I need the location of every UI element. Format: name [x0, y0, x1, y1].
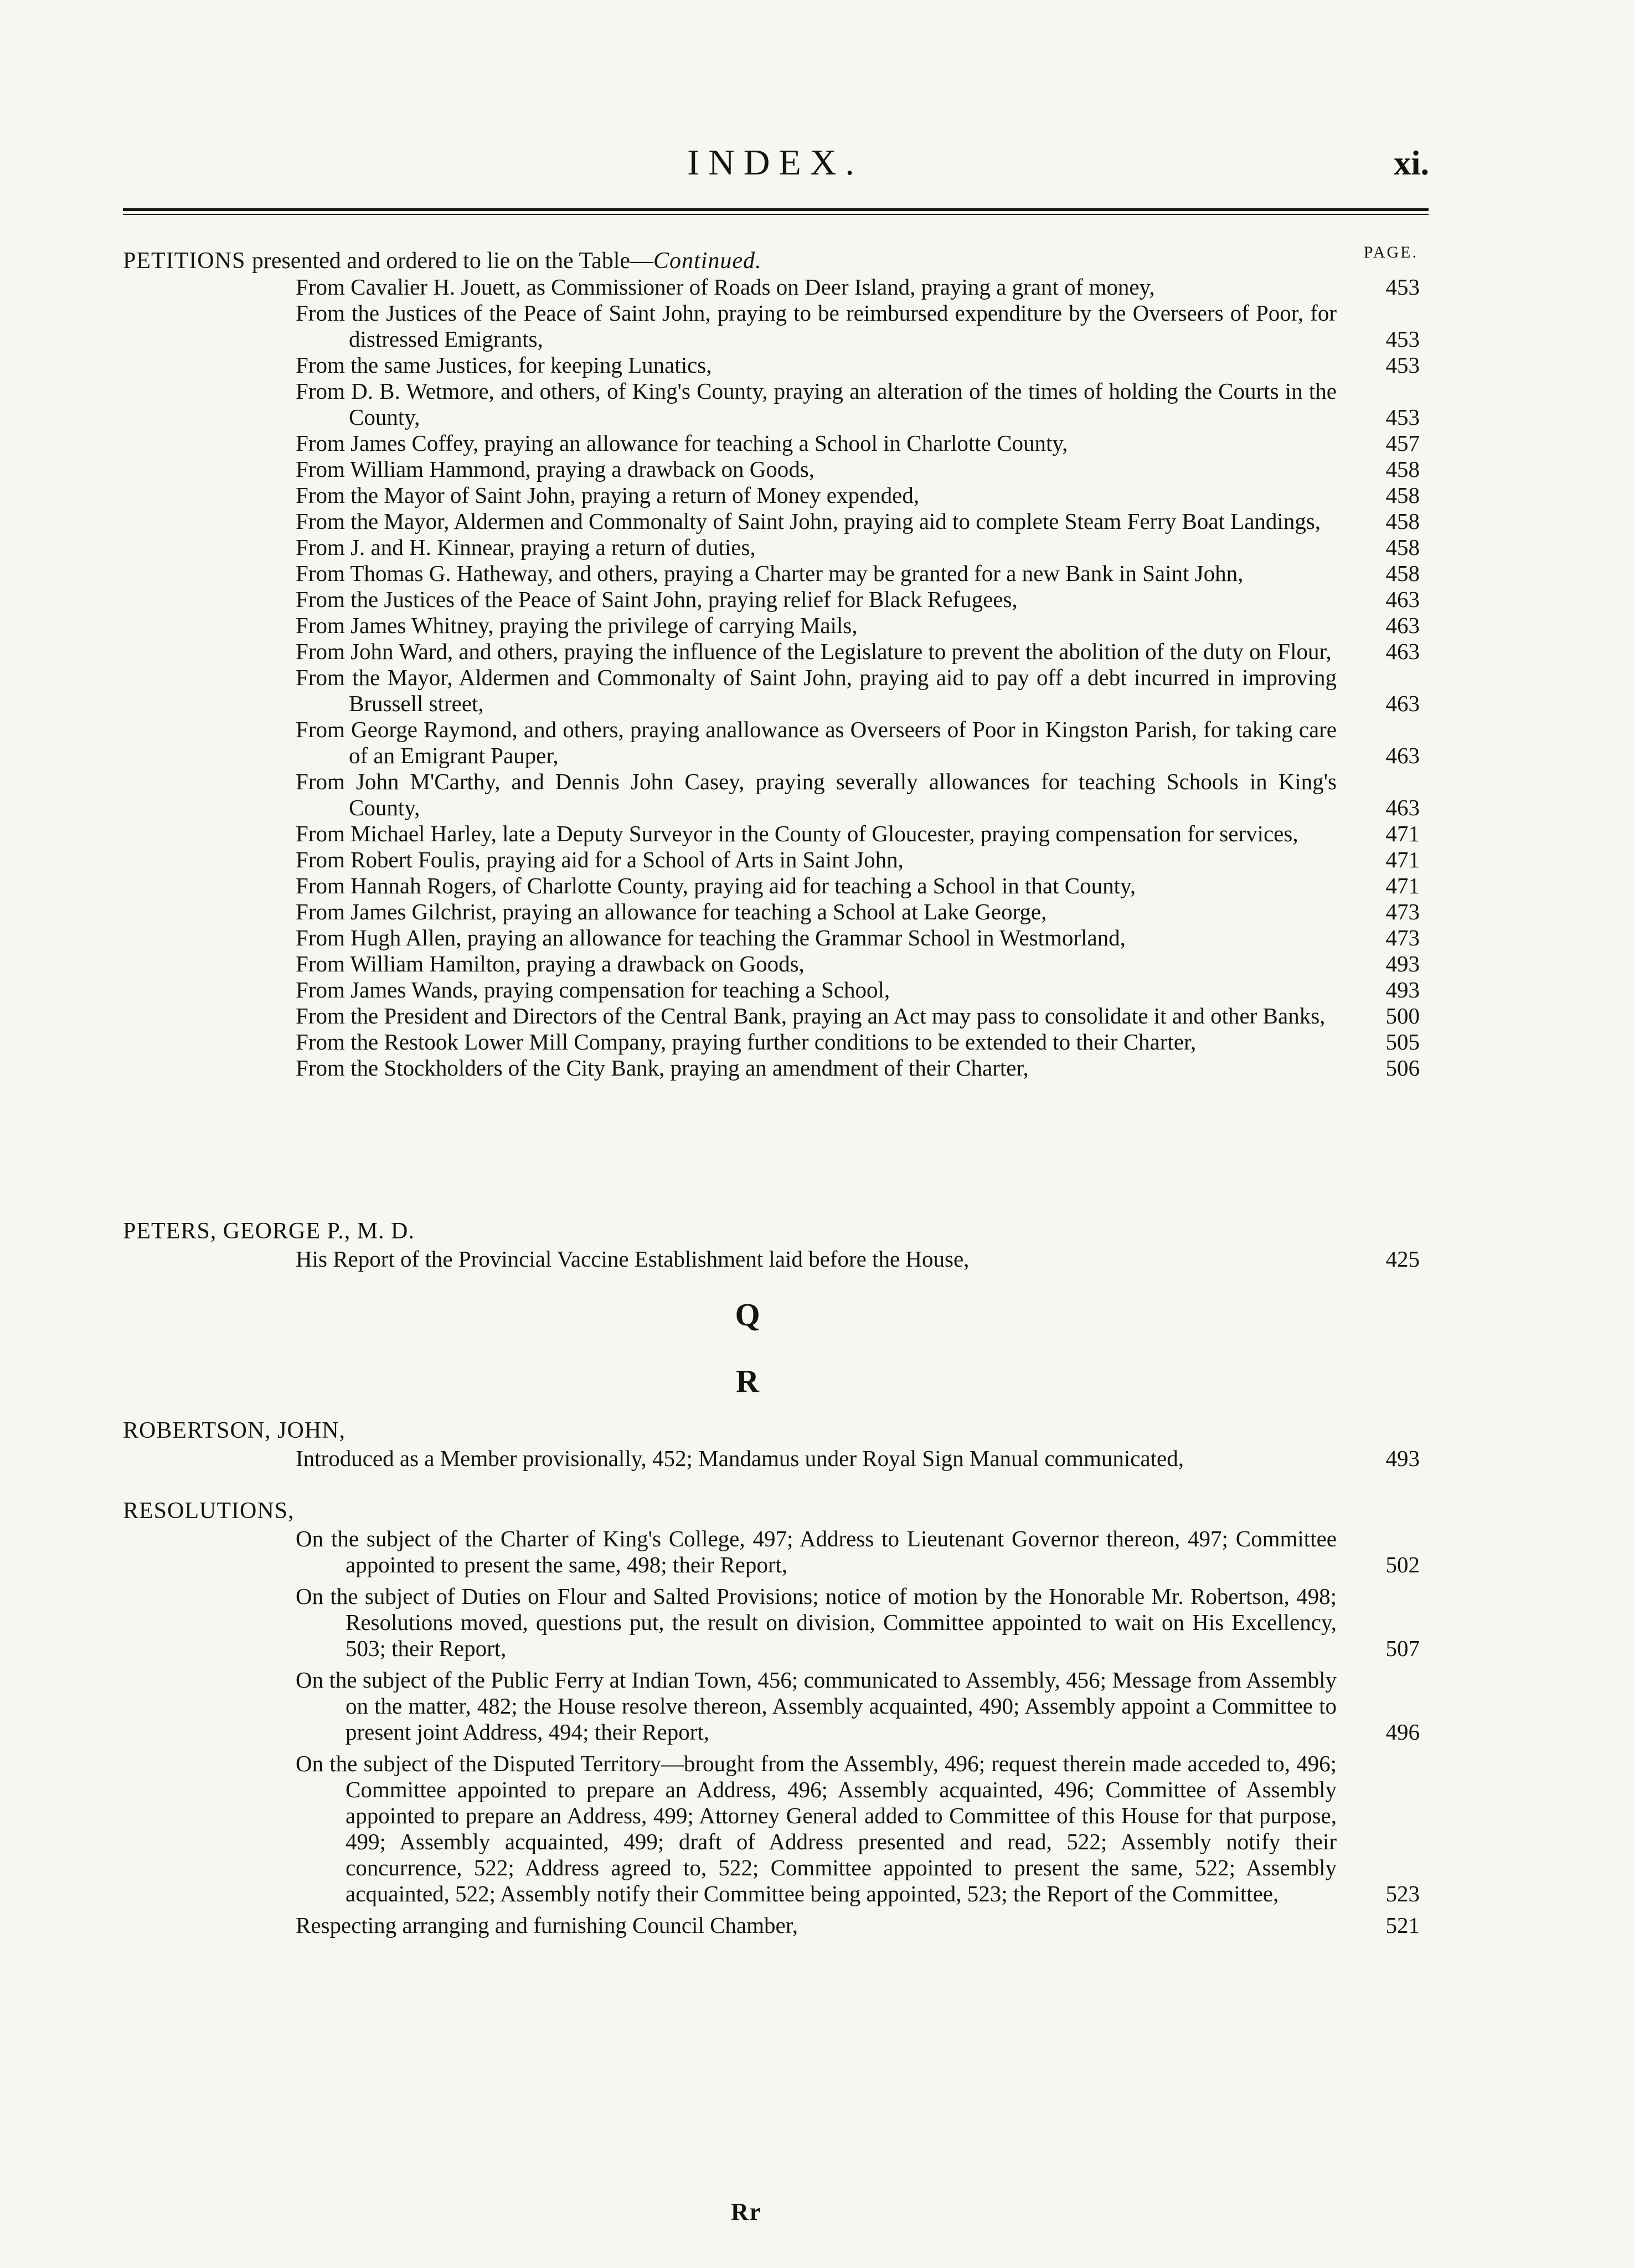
page-ref: 496: [1385, 1719, 1420, 1745]
page-ref: 463: [1385, 691, 1420, 716]
entry-text: From Michael Harley, late a Deputy Surveyor in the County of Gloucester, praying compensation for services,: [296, 821, 1298, 846]
entry-text: From the Justices of the Peace of Saint John, praying to be reimbursed expenditure by the Overseers of Poor, for distressed Emigrants,: [296, 300, 1337, 352]
page-ref: 505: [1385, 1029, 1420, 1055]
page-ref: 463: [1385, 795, 1420, 820]
page-ref: 506: [1385, 1055, 1420, 1081]
entry-text: From John M'Carthy, and Dennis John Casey, praying severally allowances for teaching Schools in King's County,: [296, 769, 1337, 820]
page-ref: 500: [1385, 1003, 1420, 1028]
page-ref: 493: [1385, 951, 1420, 976]
index-entry: [296, 1029, 1420, 1055]
petitions-heading: [123, 248, 762, 274]
index-entry: [296, 508, 1420, 534]
index-entry: [296, 639, 1420, 665]
index-entry: [296, 1667, 1420, 1745]
page-ref: 453: [1385, 274, 1420, 300]
resolutions-heading: RESOLUTIONS,: [123, 1498, 295, 1524]
page-ref: 458: [1385, 508, 1420, 534]
robertson-entries: [296, 1446, 1420, 1472]
page-ref: 473: [1385, 899, 1420, 924]
page-ref: 458: [1385, 456, 1420, 482]
page-ref: 458: [1385, 560, 1420, 586]
index-entry: [296, 769, 1420, 821]
page-ref: 507: [1385, 1636, 1420, 1661]
page-ref: 458: [1385, 482, 1420, 508]
index-entry: [296, 977, 1420, 1003]
entry-text: From George Raymond, and others, praying anallowance as Overseers of Poor in Kingston Parish, for taking care of an Emigrant Pauper,: [296, 717, 1337, 768]
entry-text: From James Whitney, praying the privilege of carrying Mails,: [296, 613, 858, 638]
petitions-entries: [296, 274, 1420, 1081]
index-entry: [296, 587, 1420, 613]
entry-text: From the Mayor of Saint John, praying a return of Money expended,: [296, 482, 920, 508]
heading-term: PETITIONS: [123, 248, 246, 274]
running-title: INDEX.: [687, 142, 863, 183]
page-ref: 463: [1385, 639, 1420, 664]
page-ref: 523: [1385, 1881, 1420, 1906]
entry-text: On the subject of the Disputed Territory—brought from the Assembly, 496; request therein made acceded to, 496; Committee appointed to prepare an Address, 496; Assembly acquainted, 496; Committee of Assembly appointed to prepare an Address, 499; Attorney General added to Committee of this House for that purpose, 499; Assembly acquainted, 499; draft of Address presented and read, 522; Assembly notify their concurrence, 522; Address agreed to, 522; Committee appointed to present the same, 522; Assembly acquainted, 522; Assembly notify their Committee being appointed, 523; the Report of the Committee,: [296, 1751, 1337, 1906]
page-ref: 493: [1385, 977, 1420, 1002]
page-ref: 458: [1385, 534, 1420, 560]
page-ref: 463: [1385, 587, 1420, 612]
page-ref: 521: [1385, 1912, 1420, 1938]
entry-text: From the Mayor, Aldermen and Commonalty of Saint John, praying aid to complete Steam Ferry Boat Landings,: [296, 508, 1321, 534]
entry-text: From the same Justices, for keeping Lunatics,: [296, 352, 712, 378]
entry-text: Respecting arranging and furnishing Council Chamber,: [296, 1912, 798, 1938]
entry-text: On the subject of Duties on Flour and Salted Provisions; notice of motion by the Honorable Mr. Robertson, 498; Resolutions moved, questions put, the result on division, Committee appointed to wait on His Excellency, 503; their Report,: [296, 1583, 1337, 1661]
section-letter-r: R: [736, 1363, 759, 1399]
entry-text: His Report of the Provincial Vaccine Establishment laid before the House,: [296, 1246, 970, 1272]
entry-text: From Cavalier H. Jouett, as Commissioner of Roads on Deer Island, praying a grant of money,: [296, 274, 1155, 300]
entry-text: From the Justices of the Peace of Saint John, praying relief for Black Refugees,: [296, 587, 1018, 612]
index-entry: [296, 1751, 1420, 1907]
entry-text: From William Hamilton, praying a drawback on Goods,: [296, 951, 805, 976]
entry-text: Introduced as a Member provisionally, 452; Mandamus under Royal Sign Manual communicated,: [296, 1446, 1184, 1471]
entry-text: From John Ward, and others, praying the influence of the Legislature to prevent the abolition of the duty on Flour,: [296, 639, 1332, 664]
entry-text: From Thomas G. Hatheway, and others, praying a Charter may be granted for a new Bank in Saint John,: [296, 560, 1244, 586]
entry-text: From the Mayor, Aldermen and Commonalty of Saint John, praying aid to pay off a debt incurred in improving Brussell street,: [296, 665, 1337, 716]
index-entry: [296, 925, 1420, 951]
index-entry: [296, 821, 1420, 847]
signature-mark: Rr: [731, 2198, 762, 2225]
page-ref: 425: [1385, 1246, 1420, 1272]
index-entry: [296, 873, 1420, 899]
page-ref: 473: [1385, 925, 1420, 950]
index-entry: [296, 1003, 1420, 1029]
entry-text: From Hannah Rogers, of Charlotte County, praying aid for teaching a School in that County,: [296, 873, 1136, 898]
header-rule: [123, 208, 1429, 211]
page-ref: 471: [1385, 821, 1420, 846]
page-ref: 453: [1385, 326, 1420, 352]
page-column-label: PAGE.: [1363, 243, 1418, 261]
index-entry: [296, 1446, 1420, 1472]
index-entry: [296, 1583, 1420, 1662]
entry-text: From D. B. Wetmore, and others, of King's County, praying an alteration of the times of holding the Courts in the County,: [296, 378, 1337, 430]
continued-note: Continued.: [653, 248, 762, 274]
entry-text: From the Stockholders of the City Bank, praying an amendment of their Charter,: [296, 1055, 1029, 1081]
entry-text: From Hugh Allen, praying an allowance for teaching the Grammar School in Westmorland,: [296, 925, 1126, 950]
index-entry: [296, 717, 1420, 769]
index-entry: [296, 352, 1420, 378]
index-entry: [296, 613, 1420, 639]
page-ref: 471: [1385, 847, 1420, 872]
index-entry: [296, 1912, 1420, 1938]
section-letter-q: Q: [735, 1297, 760, 1333]
index-entry: [296, 1526, 1420, 1578]
page-ref: 453: [1385, 404, 1420, 430]
index-entry: [296, 1055, 1420, 1081]
peters-heading: PETERS, GEORGE P., M. D.: [123, 1218, 415, 1244]
entry-text: From Robert Foulis, praying aid for a School of Arts in Saint John,: [296, 847, 904, 872]
page-ref: 502: [1385, 1552, 1420, 1577]
entry-text: From James Gilchrist, praying an allowance for teaching a School at Lake George,: [296, 899, 1047, 924]
resolutions-entries: [296, 1526, 1420, 1938]
index-entry: [296, 665, 1420, 717]
index-entry: [296, 560, 1420, 587]
entry-text: From the Restook Lower Mill Company, praying further conditions to be extended to their Charter,: [296, 1029, 1197, 1055]
entry-text: From the President and Directors of the Central Bank, praying an Act may pass to consolidate it and other Banks,: [296, 1003, 1326, 1028]
page-ref: 463: [1385, 613, 1420, 638]
index-entry: [296, 899, 1420, 925]
index-entry: [296, 482, 1420, 508]
index-entry: [296, 274, 1420, 300]
heading-description: presented and ordered to lie on the Table—: [251, 248, 654, 274]
index-entry: [296, 1246, 1420, 1272]
page-ref: 463: [1385, 743, 1420, 768]
folio-number: xi.: [1394, 145, 1429, 182]
index-entry: [296, 378, 1420, 430]
page-ref: 457: [1385, 430, 1420, 456]
entry-text: On the subject of the Public Ferry at Indian Town, 456; communicated to Assembly, 456; Message from Assembly on the matter, 482; the House resolve thereon, Assembly acquainted, 490; Assembly appoint a Committee to present joint Address, 494; their Report,: [296, 1667, 1337, 1745]
index-entry: [296, 456, 1420, 482]
page-ref: 471: [1385, 873, 1420, 898]
index-entry: [296, 534, 1420, 560]
entry-text: From James Wands, praying compensation for teaching a School,: [296, 977, 890, 1002]
entry-text: From J. and H. Kinnear, praying a return of duties,: [296, 534, 756, 560]
entry-text: From James Coffey, praying an allowance for teaching a School in Charlotte County,: [296, 430, 1068, 456]
index-entry: [296, 300, 1420, 352]
header-rule-thin: [123, 214, 1429, 215]
page-ref: 453: [1385, 352, 1420, 378]
page-ref: 493: [1385, 1446, 1420, 1471]
entry-text: From William Hammond, praying a drawback on Goods,: [296, 456, 815, 482]
index-entry: [296, 847, 1420, 873]
index-entry: [296, 430, 1420, 456]
index-entry: [296, 951, 1420, 977]
robertson-heading: ROBERTSON, JOHN,: [123, 1418, 346, 1443]
peters-entries: [296, 1246, 1420, 1272]
entry-text: On the subject of the Charter of King's College, 497; Address to Lieutenant Governor thereon, 497; Committee appointed to present the same, 498; their Report,: [296, 1526, 1337, 1577]
